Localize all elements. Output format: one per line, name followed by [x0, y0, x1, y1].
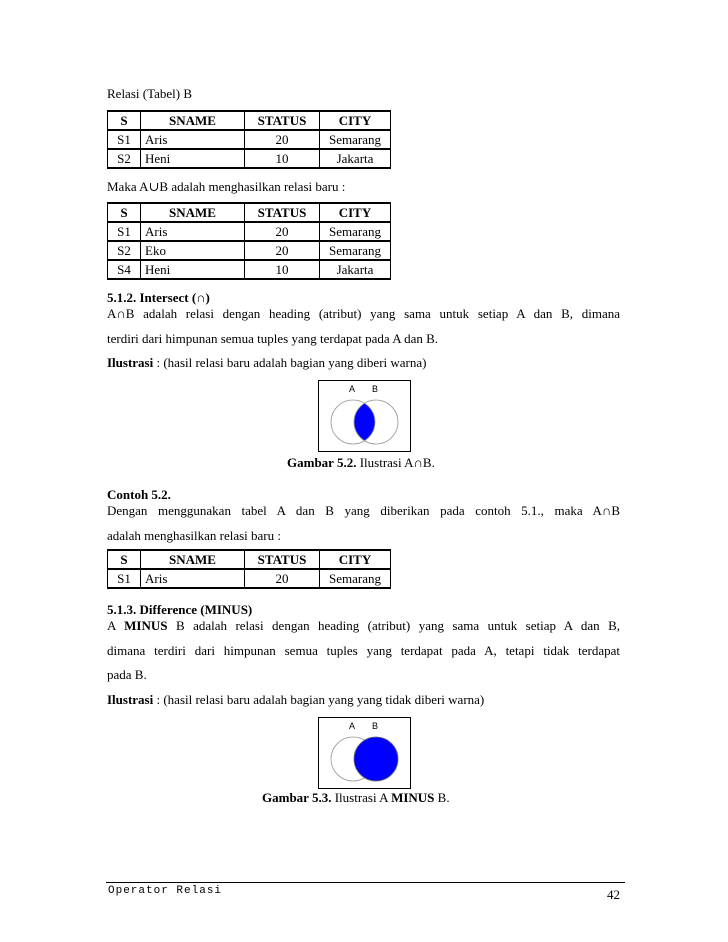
diff-line1-bold: MINUS: [124, 618, 168, 633]
cell-city: Jakarta: [320, 149, 391, 168]
intersect-line1: A∩B adalah relasi dengan heading (atribut) yang sama untuk setiap A dan B, dimana: [107, 306, 620, 321]
caption-bold2: MINUS: [391, 790, 435, 805]
ilustrasi-label: Ilustrasi: [107, 355, 154, 370]
col-city: CITY: [320, 111, 391, 130]
cell-s: S4: [108, 260, 141, 279]
cell-status: 10: [245, 260, 320, 279]
diff-line1-b: B adalah relasi dengan heading (atribut) yang sama untuk setiap A dan B,: [167, 618, 621, 633]
contoh-line1: Dengan menggunakan tabel A dan B yang diberikan pada contoh 5.1., maka A∩B: [107, 503, 620, 518]
cell-s: S1: [108, 569, 141, 588]
diff-line1-a: A: [107, 618, 125, 633]
union-intro: Maka A∪B adalah menghasilkan relasi baru :: [107, 179, 346, 194]
table-union: [107, 202, 391, 280]
intersect-ilustrasi: [107, 355, 426, 371]
footer-divider: [106, 882, 625, 883]
table-row: [108, 222, 391, 241]
cell-city: Jakarta: [320, 260, 391, 279]
footer-title: Operator Relasi: [108, 885, 223, 897]
cell-sname: Heni: [141, 149, 245, 168]
table-header-row: [108, 111, 391, 130]
cell-sname: Eko: [141, 241, 245, 260]
difference-ilustrasi: [107, 692, 484, 708]
col-status: STATUS: [245, 203, 320, 222]
table-row: [108, 130, 391, 149]
venn-intersect: [318, 380, 411, 452]
cell-sname: Aris: [141, 569, 245, 588]
table-header-row: [108, 550, 391, 569]
col-city: CITY: [320, 203, 391, 222]
cell-city: Semarang: [320, 569, 391, 588]
venn-label-b: B: [372, 384, 379, 394]
col-s: S: [108, 203, 141, 222]
caption-text: Ilustrasi A: [331, 790, 392, 805]
cell-sname: Aris: [141, 222, 245, 241]
cell-s: S2: [108, 241, 141, 260]
ilustrasi-text: : (hasil relasi baru adalah bagian yang diberi warna): [153, 355, 427, 370]
intersect-heading: 5.1.2. Intersect (∩): [107, 290, 210, 305]
col-s: S: [108, 111, 141, 130]
cell-sname: Heni: [141, 260, 245, 279]
cell-city: Semarang: [320, 130, 391, 149]
cell-city: Semarang: [320, 241, 391, 260]
contoh-heading: Contoh 5.2.: [107, 487, 171, 502]
difference-line1: [107, 618, 620, 634]
caption-text: Ilustrasi A∩B.: [356, 455, 435, 470]
col-sname: SNAME: [141, 550, 245, 569]
table-b: [107, 110, 391, 169]
table-b-heading: Relasi (Tabel) B: [107, 86, 193, 101]
venn-label-a: A: [349, 721, 356, 731]
cell-status: 10: [245, 149, 320, 168]
difference-line3: pada B.: [107, 667, 147, 682]
table-intersect: [107, 549, 391, 589]
cell-status: 20: [245, 569, 320, 588]
ilustrasi-text: : (hasil relasi baru adalah bagian yang yang tidak diberi warna): [153, 692, 485, 707]
intersect-line2: terdiri dari himpunan semua tuples yang terdapat pada A dan B.: [107, 331, 439, 346]
cell-status: 20: [245, 241, 320, 260]
cell-city: Semarang: [320, 222, 391, 241]
ilustrasi-label: Ilustrasi: [107, 692, 154, 707]
page-number: 42: [607, 887, 620, 902]
cell-s: S1: [108, 222, 141, 241]
cell-status: 20: [245, 222, 320, 241]
venn-intersect-diagram: [319, 381, 410, 451]
venn-label-b: B: [372, 721, 379, 731]
figure-caption-5-2: [287, 455, 435, 471]
table-row: [108, 241, 391, 260]
table-row: [108, 569, 391, 588]
venn-minus: [318, 717, 411, 789]
col-status: STATUS: [245, 111, 320, 130]
venn-minus-diagram: [319, 718, 410, 788]
table-row: [108, 149, 391, 168]
cell-s: S2: [108, 149, 141, 168]
cell-status: 20: [245, 130, 320, 149]
venn-label-a: A: [349, 384, 356, 394]
cell-s: S1: [108, 130, 141, 149]
caption-text2: B.: [434, 790, 450, 805]
col-s: S: [108, 550, 141, 569]
contoh-line2: adalah menghasilkan relasi baru :: [107, 528, 281, 543]
table-row: [108, 260, 391, 279]
col-sname: SNAME: [141, 203, 245, 222]
caption-bold: Gambar 5.3.: [262, 790, 332, 805]
cell-sname: Aris: [141, 130, 245, 149]
col-sname: SNAME: [141, 111, 245, 130]
col-status: STATUS: [245, 550, 320, 569]
difference-line2: dimana terdiri dari himpunan semua tuples yang terdapat pada A, tetapi tidak terdapat: [107, 643, 620, 658]
caption-bold: Gambar 5.2.: [287, 455, 357, 470]
figure-caption-5-3: [262, 790, 450, 806]
col-city: CITY: [320, 550, 391, 569]
table-header-row: [108, 203, 391, 222]
difference-heading: 5.1.3. Difference (MINUS): [107, 602, 253, 617]
